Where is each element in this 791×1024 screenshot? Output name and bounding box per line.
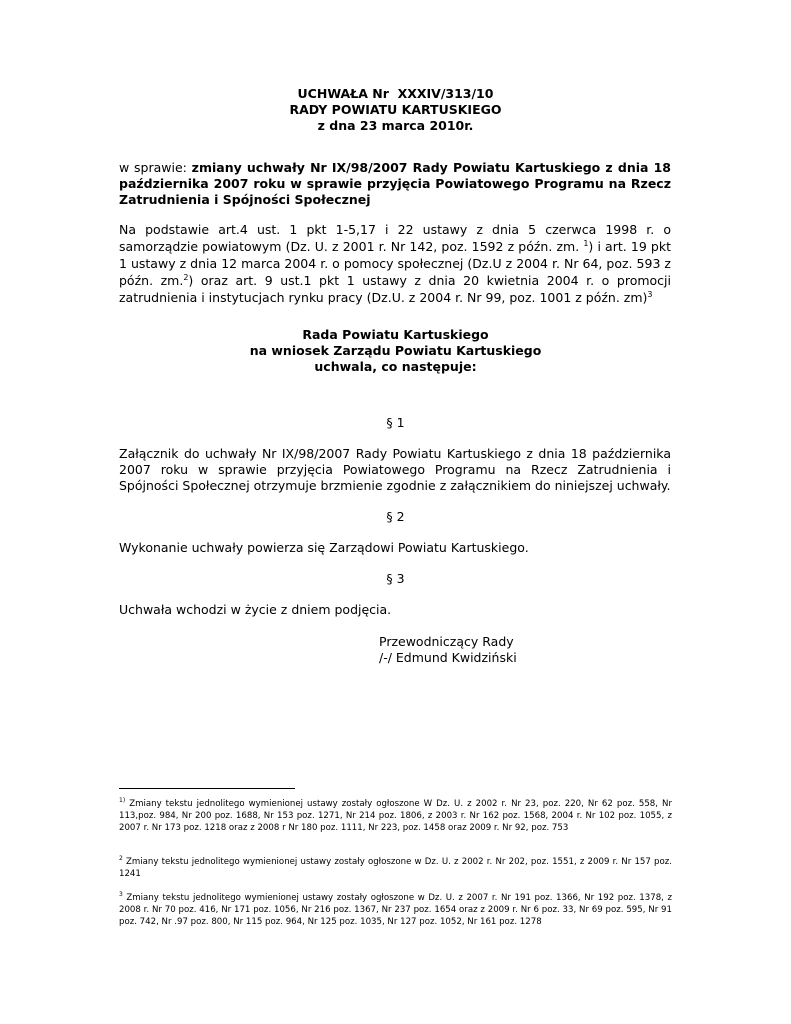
section-1-text: Załącznik do uchwały Nr IX/98/2007 Rady Powiatu Kartuskiego z dnia 18 października 2007 roku w sprawie przyjęcia Powiatowego Programu na Rzecz Zatrudnienia i Spójności Społecznej otrzymuje brzmienie zgodnie z załącznikiem do niniejszej uchwały. xyxy=(119,446,671,493)
council-line-3: uchwala, co następuje: xyxy=(314,359,477,374)
resolution-header xyxy=(0,86,791,134)
section-2-text: Wykonanie uchwały powierza się Zarządowi Powiatu Kartuskiego. xyxy=(119,540,529,555)
footnote-3-text: Zmiany tekstu jednolitego wymienionej ustawy zostały ogłoszone w Dz. U. z 2007 r. Nr 191 poz. 1366, Nr 192 poz. 1378, z 2008 r. Nr 70 poz. 416, Nr 171 poz. 1056, Nr 216 poz. 1367, Nr 237 poz. 1654 oraz z 2009 r. Nr 6 poz. 33, Nr 69 poz. 595, Nr 91 poz. 742, Nr .97 poz. 800, Nr 115 poz. 964, Nr 125 poz. 1035, Nr 127 poz. 1052, Nr 161 poz. 1278 xyxy=(119,893,672,927)
footnote-3 xyxy=(119,892,672,928)
footnote-2-text: Zmiany tekstu jednolitego wymienionej ustawy zostały ogłoszone w Dz. U. z 2002 r. Nr 202, poz. 1551, z 2009 r. Nr 157 poz. 1241 xyxy=(119,857,672,879)
footnote-1-text: Zmiany tekstu jednolitego wymienionej ustawy zostały ogłoszone W Dz. U. z 2002 r. Nr 23, poz. 220, Nr 62 poz. 558, Nr 113,poz. 984, Nr 200 poz. 1688, Nr 153 poz. 1271, Nr 214 poz. 1806, z 2003 r. Nr 162 poz. 1568, 2004 r. Nr 102 poz. 1055, z 2007 r. Nr 173 poz. 1218 oraz z 2008 r Nr 180 poz. 1111, Nr 223, poz. 1458 oraz 2009 r. Nr 92, poz. 753 xyxy=(119,799,672,833)
section-2-sign: § 2 xyxy=(386,509,405,524)
legal-basis-part2: ) i art. 19 pkt 1 ustawy z dnia 12 marca 2004 r. o pomocy społecznej (Dz.U z 2004 r. Nr 64, poz. 593 z późn. zm. xyxy=(119,239,671,288)
signature-title: Przewodniczący Rady xyxy=(379,634,514,649)
footnote-2-mark: 2 xyxy=(119,855,123,863)
resolution-number: UCHWAŁA Nr XXXIV/313/10 xyxy=(297,86,494,101)
signature-name: /-/ Edmund Kwidziński xyxy=(379,650,517,665)
resolution-date: z dna 23 marca 2010r. xyxy=(317,118,474,133)
footnote-ref-3[interactable]: 3 xyxy=(647,289,653,299)
council-enactment xyxy=(0,327,791,375)
footnote-ref-1[interactable]: 1 xyxy=(583,238,589,248)
council-line-2: na wniosek Zarządu Powiatu Kartuskiego xyxy=(249,343,542,358)
legal-basis xyxy=(119,221,671,306)
council-line-1: Rada Powiatu Kartuskiego xyxy=(302,327,489,342)
footnote-1-mark: 1) xyxy=(119,797,126,805)
legal-basis-part1: Na podstawie art.4 ust. 1 pkt 1-5,17 i 22 ustawy z dnia 5 czerwca 1998 r. o samorządzie powiatowym (Dz. U. z 2001 r. Nr 142, poz. 1592 z późn. zm. xyxy=(119,222,671,254)
footnote-1 xyxy=(119,798,672,834)
section-3-sign: § 3 xyxy=(386,571,405,586)
footnote-3-mark: 3 xyxy=(119,891,123,899)
section-3-text: Uchwała wchodzi w życie z dniem podjęcia. xyxy=(119,602,392,617)
footnote-separator xyxy=(119,788,295,789)
council-name-heading: RADY POWIATU KARTUSKIEGO xyxy=(289,102,502,117)
signature-block xyxy=(379,634,517,666)
footnote-2 xyxy=(119,856,672,880)
subject-prefix: w sprawie: xyxy=(119,160,192,175)
section-1-sign: § 1 xyxy=(386,415,405,430)
footnote-ref-2[interactable]: 2 xyxy=(183,272,189,282)
resolution-subject xyxy=(119,160,671,208)
subject-text: zmiany uchwały Nr IX/98/2007 Rady Powiatu Kartuskiego z dnia 18 października 2007 roku w sprawie przyjęcia Powiatowego Programu na Rzecz Zatrudnienia i Spójności Społecznej xyxy=(119,160,672,207)
legal-basis-part3: ) oraz art. 9 ust.1 pkt 1 ustawy z dnia 20 kwietnia 2004 r. o promocji zatrudnienia i instytucjach rynku pracy (Dz.U. z 2004 r. Nr 99, poz. 1001 z późn. zm) xyxy=(119,273,671,305)
